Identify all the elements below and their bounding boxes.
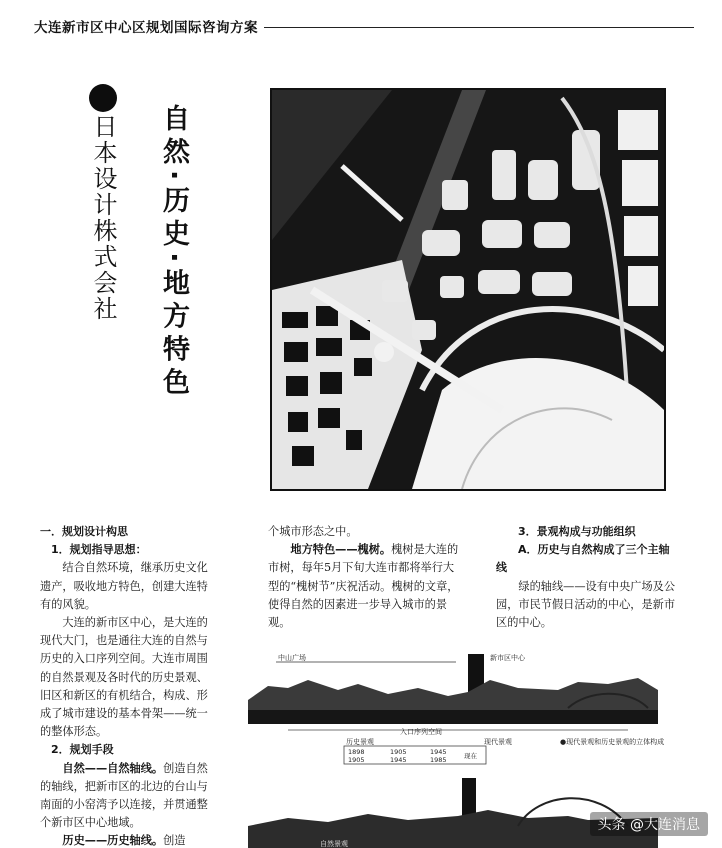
theme-title: 自然·历史·地方特色	[158, 104, 189, 401]
master-plan-drawing	[272, 90, 664, 489]
year-label: 现在	[464, 752, 477, 760]
heading-design-concept: 一．规划设计构思	[40, 525, 128, 538]
master-plan-figure	[270, 88, 666, 491]
year-label: 1945	[430, 748, 447, 756]
year-label: 1945	[390, 756, 407, 764]
paragraph	[40, 832, 212, 848]
bold-term: 自然——自然轴线。	[62, 761, 164, 775]
label-hist: 历史景观	[346, 738, 374, 746]
year-label: 1905	[390, 748, 407, 756]
header-title: 大连新市区中心区规划国际咨询方案	[34, 20, 258, 36]
label-modern: 现代景观	[484, 738, 512, 746]
text-column-1	[40, 523, 212, 848]
bullet-dot-icon	[89, 84, 117, 112]
paragraph-text: 创造	[163, 834, 186, 848]
company-block	[86, 84, 120, 322]
heading-three-axes: A．历史与自然构成了三个主轴线	[496, 543, 670, 575]
bold-term: 历史——历史轴线。	[62, 834, 164, 848]
paragraph	[40, 760, 212, 833]
header-rule	[264, 27, 694, 28]
paragraph: 大连的新市区中心，是大连的现代大门，也是通往大连的自然与历史的入口序列空间。大连市周围的自然景观及各时代的历史景观、旧区和新区的有机结合，构成、形成了城市建设的基本骨架——统一的整体形态。	[40, 616, 208, 739]
caption: ●现代景观和历史景观的立体构成	[560, 738, 665, 746]
paragraph: 个城市形态之中。	[268, 525, 358, 538]
heading-planning-means: 2．规划手段	[51, 743, 114, 757]
label-entry: 入口序列空间	[400, 728, 442, 736]
text-column-3	[496, 523, 678, 632]
bold-term: 地方特色——槐树。	[290, 543, 392, 557]
heading-guiding-idea: 1．规划指导思想：	[51, 543, 147, 557]
page-header	[34, 14, 694, 38]
paragraph: 结合自然环境，继承历史文化遗产，吸收地方特色，创建大连特有的风貌。	[40, 561, 208, 611]
paragraph	[268, 541, 464, 632]
heading-landscape: 3．景观构成与功能组织	[518, 525, 636, 538]
year-label: 1905	[348, 756, 365, 764]
paragraph-text: 创造自然的轴线，把新市区的北边的台山与南面的小窑湾予以连接，并贯通整个新市区中心地域。	[40, 761, 208, 830]
text-column-2	[268, 523, 464, 632]
year-label: 1898	[348, 748, 365, 756]
company-name: 日本设计株式会社	[89, 114, 117, 322]
label-park: 中山广场	[278, 654, 306, 662]
paragraph: 绿的轴线——设有中央广场及公园，市民节假日活动的中心，是新市区的中心。	[496, 579, 676, 630]
label-center: 新市区中心	[490, 654, 525, 662]
paragraph-text: 槐树是大连的市树，每年5月下旬大连市都将举行大型的“槐树节”庆祝活动。槐树的文章，使得自然的因素进一步导入城市的景观。	[268, 543, 459, 630]
year-label: 1985	[430, 756, 447, 764]
watermark: 头条 @大连消息	[590, 812, 708, 836]
label-nature: 自然景观	[320, 840, 348, 848]
